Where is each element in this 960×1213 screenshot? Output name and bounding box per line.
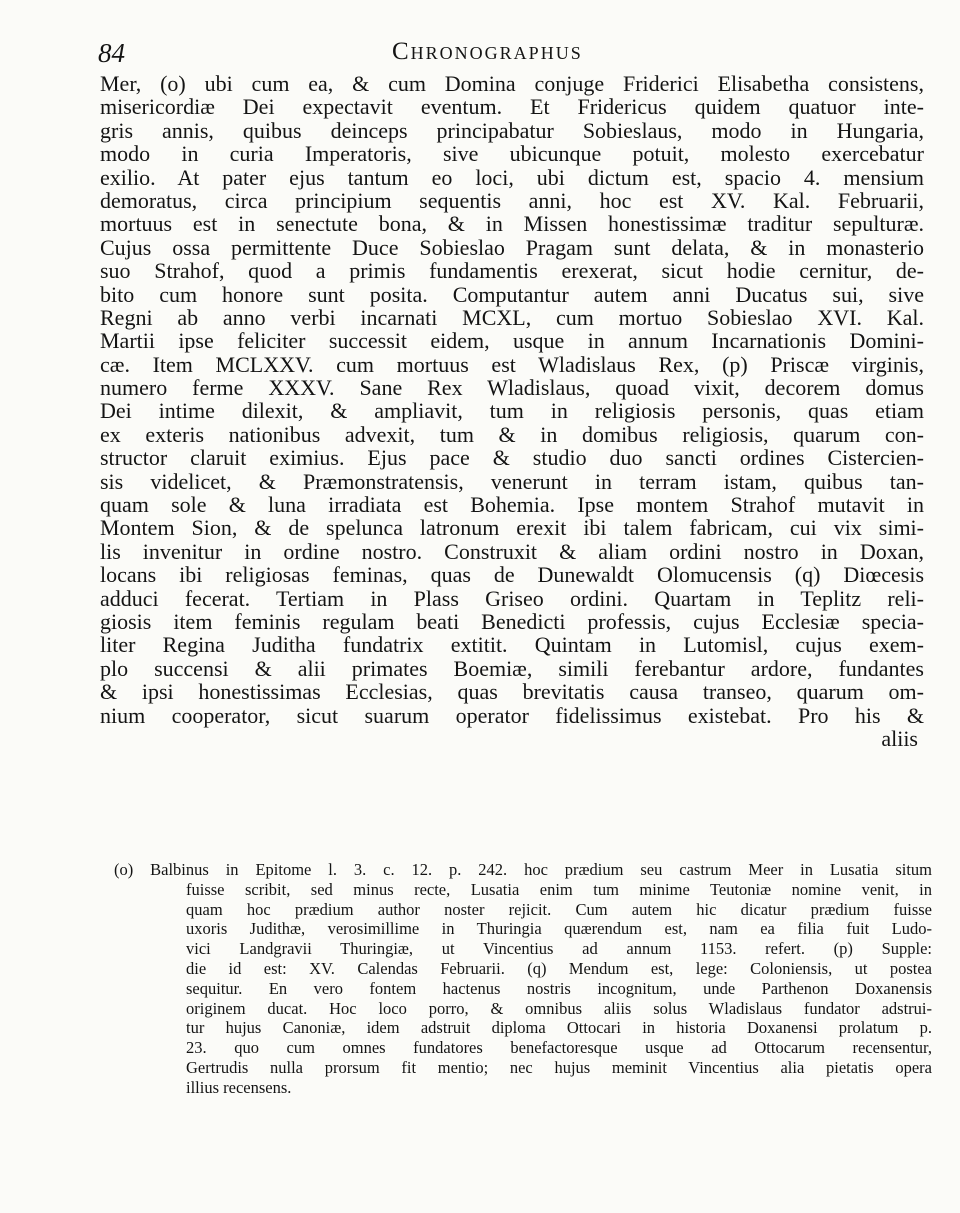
text-line: demoratus, circa principium sequentis anni, hoc est XV. Kal. Februarii, bbox=[100, 187, 924, 213]
text-line: locans ibi religiosas feminas, quas de Dunewaldt Olomucensis (q) Diœcesis bbox=[100, 562, 924, 588]
footnote-line: Gertrudis nulla prorsum fit mentio; nec hujus meminit Vincentius alia pietatis opera bbox=[186, 1057, 932, 1077]
catchword: aliis bbox=[881, 725, 918, 751]
main-text bbox=[100, 72, 924, 750]
running-title: Chronographus bbox=[392, 38, 583, 65]
text-line: nium cooperator, sicut suarum operator fidelissimus existebat. Pro his & bbox=[100, 702, 924, 728]
footnotes bbox=[114, 860, 932, 1098]
footnote-line: tur hujus Canoniæ, idem adstruit diploma Ottocari in historia Doxanensi prolatum p. bbox=[186, 1018, 932, 1038]
text-line: suo Strahof, quod a primis fundamentis erexerat, sicut hodie cernitur, de- bbox=[100, 258, 924, 284]
text-line: & ipsi honestissimas Ecclesias, quas brevitatis causa transeo, quarum om- bbox=[100, 679, 924, 705]
footnote-line: uxoris Judithæ, verosimillime in Thuringia quærendum est, nam ea filia fuit Ludo- bbox=[186, 919, 932, 939]
page-number: 84 bbox=[98, 38, 125, 68]
footnote-line: die id est: XV. Calendas Februarii. (q) Mendum est, lege: Coloniensis, ut postea bbox=[186, 958, 932, 978]
text-line: giosis item feminis regulam beati Benedicti professis, cujus Ecclesiæ specia- bbox=[100, 608, 924, 634]
footnote-line: quam hoc prædium author noster rejicit. Cum autem hic dicatur prædium fuisse bbox=[186, 899, 932, 919]
footnote-line: originem ducat. Hoc loco porro, & omnibus aliis solus Wladislaus fundator adstrui- bbox=[186, 998, 932, 1018]
text-line: sis videlicet, & Præmonstratensis, venerunt in terram istam, quibus tan- bbox=[100, 468, 924, 494]
text-line: quam sole & luna irradiata est Bohemia. Ipse montem Strahof mutavit in bbox=[100, 492, 924, 518]
footnote-line: vici Landgravii Thuringiæ, ut Vincentius ad annum 1153. refert. (p) Supple: bbox=[186, 939, 932, 959]
text-line: liter Regina Juditha fundatrix extitit. Quintam in Lutomisl, cujus exem- bbox=[100, 632, 924, 658]
text-line: adduci fecerat. Tertiam in Plass Griseo ordini. Quartam in Teplitz reli- bbox=[100, 585, 924, 611]
text-line: ex exteris nationibus advexit, tum & in domibus religiosis, quarum con- bbox=[100, 421, 924, 447]
text-line: Mer, (o) ubi cum ea, & cum Domina conjuge Friderici Elisabetha consistens, bbox=[100, 71, 924, 96]
text-line: mortuus est in senectute bona, & in Missen honestissimæ traditur sepulturæ. bbox=[100, 211, 924, 237]
text-line: modo in curia Imperatoris, sive ubicunque potuit, molesto exercebatur bbox=[100, 141, 924, 167]
text-line: Regni ab anno verbi incarnati MCXL, cum mortuo Sobieslao XVI. Kal. bbox=[100, 304, 924, 330]
text-line: gris annis, quibus deinceps principabatur Sobieslaus, modo in Hungaria, bbox=[100, 117, 924, 143]
text-line: Martii ipse feliciter successit eidem, usque in annum Incarnationis Domini- bbox=[100, 328, 924, 354]
text-line: plo succensi & alii primates Boemiæ, simili ferebantur ardore, fundantes bbox=[100, 655, 924, 681]
text-line: numero ferme XXXV. Sane Rex Wladislaus, quoad vixit, decorem domus bbox=[100, 375, 924, 401]
footnote-line: illius recensens. bbox=[186, 1077, 292, 1097]
page-header bbox=[96, 32, 920, 72]
text-line: lis invenitur in ordine nostro. Construxit & aliam ordini nostro in Doxan, bbox=[100, 538, 924, 564]
text-line: exilio. At pater ejus tantum eo loci, ubi dictum est, spacio 4. mensium bbox=[100, 164, 924, 190]
footnote-line: (o) Balbinus in Epitome l. 3. c. 12. p. 242. hoc prædium seu castrum Meer in Lusatia situm bbox=[114, 860, 932, 879]
footnote-line: fuisse scribit, sed minus recte, Lusatia enim tum minime Teutoniæ nomine venit, in bbox=[186, 879, 932, 899]
text-line: Montem Sion, & de spelunca latronum erexit ibi talem fabricam, cui vix simi- bbox=[100, 515, 924, 541]
text-line: bito cum honore sunt posita. Computantur autem anni Ducatus sui, sive bbox=[100, 281, 924, 307]
text-line: structor claruit eximius. Ejus pace & studio duo sancti ordines Cistercien- bbox=[100, 445, 924, 471]
footnote-line: sequitur. En vero fontem hactenus nostris incognitum, unde Parthenon Doxanensis bbox=[186, 978, 932, 998]
text-line: Dei intime dilexit, & ampliavit, tum in religiosis personis, quas etiam bbox=[100, 398, 924, 424]
footnote-line: 23. quo cum omnes fundatores benefactoresque usque ad Ottocarum recensentur, bbox=[186, 1038, 932, 1058]
text-line: misericordiæ Dei expectavit eventum. Et Fridericus quidem quatuor inte- bbox=[100, 94, 924, 120]
text-line: Cujus ossa permittente Duce Sobieslao Pragam sunt delata, & in monasterio bbox=[100, 234, 924, 260]
text-line: cæ. Item MCLXXV. cum mortuus est Wladislaus Rex, (p) Priscæ virginis, bbox=[100, 351, 924, 377]
